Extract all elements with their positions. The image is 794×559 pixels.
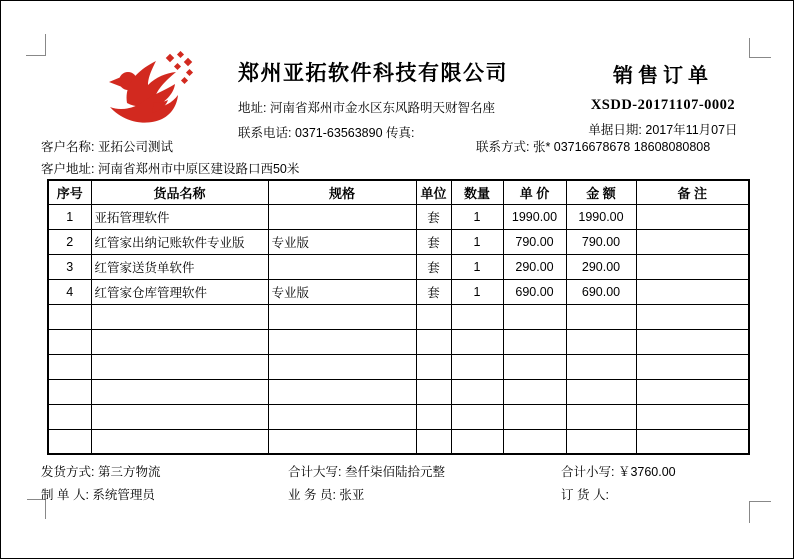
total-in-words: 合计大写: 叁仟柒佰陆拾元整 [288,465,445,479]
cell-note [636,304,749,329]
table-row-empty [48,429,749,454]
customer-name: 客户名称: 亚拓公司测试 [41,140,173,154]
table-row-empty [48,304,749,329]
customer-contact: 联系方式: 张* 03716678678 18608080808 [476,140,711,154]
cell-price [503,329,566,354]
cell-no [48,329,91,354]
cell-price: 1990.00 [503,204,566,229]
cell-qty [451,329,503,354]
order-table-body [48,204,749,454]
cell-note [636,429,749,454]
cell-amount: 1990.00 [566,204,636,229]
table-row [48,204,749,229]
cell-qty: 1 [451,254,503,279]
cell-qty [451,379,503,404]
cell-price [503,429,566,454]
salesperson: 业 务 员: 张亚 [288,488,365,502]
cell-amount: 690.00 [566,279,636,304]
cell-unit: 套 [416,279,451,304]
cell-price [503,379,566,404]
order-number: XSDD-20171107-0002 [590,97,736,113]
cell-name: 红管家出纳记账软件专业版 [91,229,268,254]
cell-qty [451,404,503,429]
cell-unit [416,379,451,404]
cell-amount [566,304,636,329]
cell-note [636,279,749,304]
company-address: 地址: 河南省郑州市金水区东风路明天财智名座 [238,101,495,115]
col-header-spec: 规格 [268,180,416,204]
order-title-block [579,59,747,138]
total-in-figures: 合计小写: ￥3760.00 [561,465,676,479]
cell-qty [451,354,503,379]
shipping-method: 发货方式: 第三方物流 [41,465,161,479]
table-row [48,229,749,254]
order-date: 单据日期: 2017年11月07日 [588,123,738,137]
cell-no: 4 [48,279,91,304]
cell-spec [268,354,416,379]
cell-price: 690.00 [503,279,566,304]
table-row [48,279,749,304]
cell-note [636,354,749,379]
cell-no: 3 [48,254,91,279]
cell-name [91,304,268,329]
cell-name [91,429,268,454]
cell-name [91,379,268,404]
cell-unit [416,354,451,379]
cell-spec [268,254,416,279]
cell-name: 红管家送货单软件 [91,254,268,279]
crop-mark-top-left [26,34,46,56]
cell-unit [416,404,451,429]
cell-spec [268,379,416,404]
cell-unit [416,329,451,354]
col-header-amount: 金 额 [566,180,636,204]
cell-spec [268,404,416,429]
document-title: 销售订单 [613,65,713,87]
cell-price [503,354,566,379]
cell-note [636,254,749,279]
cell-no [48,379,91,404]
cell-spec: 专业版 [268,229,416,254]
cell-name [91,404,268,429]
customer-address: 客户地址: 河南省郑州市中原区建设路口西50米 [41,162,300,176]
table-row-empty [48,329,749,354]
table-row-empty [48,354,749,379]
cell-amount [566,379,636,404]
company-logo-icon [94,51,198,135]
cell-qty [451,304,503,329]
cell-price: 290.00 [503,254,566,279]
orderer: 订 货 人: [561,488,609,502]
cell-unit [416,429,451,454]
cell-note [636,204,749,229]
cell-spec: 专业版 [268,279,416,304]
cell-unit [416,304,451,329]
crop-mark-bottom-right [749,501,771,523]
cell-price: 790.00 [503,229,566,254]
cell-no [48,429,91,454]
cell-name [91,329,268,354]
cell-price [503,304,566,329]
cell-no [48,354,91,379]
col-header-note: 备 注 [636,180,749,204]
cell-qty: 1 [451,204,503,229]
company-header [238,57,568,141]
col-header-qty: 数量 [451,180,503,204]
cell-unit: 套 [416,204,451,229]
table-header-row [48,180,749,204]
cell-amount [566,329,636,354]
cell-no: 1 [48,204,91,229]
cell-note [636,229,749,254]
cell-unit: 套 [416,229,451,254]
document-maker: 制 单 人: 系统管理员 [41,488,155,502]
table-row-empty [48,379,749,404]
cell-name: 亚拓管理软件 [91,204,268,229]
col-header-price: 单 价 [503,180,566,204]
cell-unit: 套 [416,254,451,279]
cell-spec [268,429,416,454]
cell-qty: 1 [451,279,503,304]
cell-amount: 290.00 [566,254,636,279]
company-name: 郑州亚拓软件科技有限公司 [238,62,508,85]
company-phone: 联系电话: 0371-63563890 传真: [238,126,415,140]
cell-price [503,404,566,429]
cell-name [91,354,268,379]
table-row [48,254,749,279]
cell-note [636,329,749,354]
order-items-table [47,179,750,455]
cell-qty: 1 [451,229,503,254]
cell-spec [268,329,416,354]
crop-mark-top-right [749,38,771,58]
cell-amount [566,404,636,429]
cell-amount: 790.00 [566,229,636,254]
col-header-unit: 单位 [416,180,451,204]
cell-note [636,379,749,404]
cell-name: 红管家仓库管理软件 [91,279,268,304]
cell-spec [268,204,416,229]
cell-amount [566,354,636,379]
cell-no [48,404,91,429]
cell-qty [451,429,503,454]
col-header-index: 序号 [48,180,91,204]
cell-no: 2 [48,229,91,254]
cell-note [636,404,749,429]
cell-spec [268,304,416,329]
cell-no [48,304,91,329]
cell-amount [566,429,636,454]
table-row-empty [48,404,749,429]
col-header-name: 货品名称 [91,180,268,204]
